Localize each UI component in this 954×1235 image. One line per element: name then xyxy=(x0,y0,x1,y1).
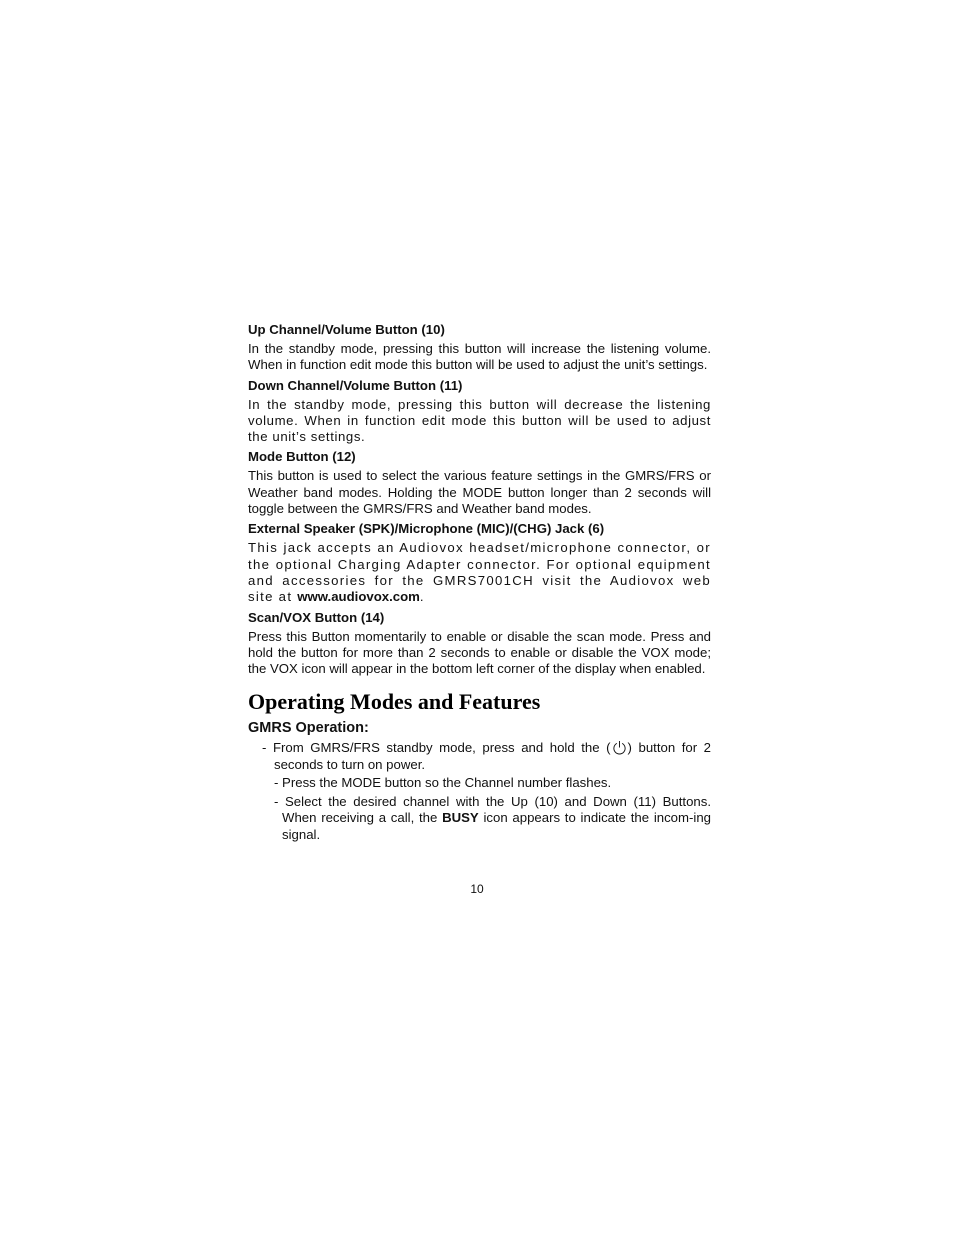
section-heading: Scan/VOX Button (14) xyxy=(248,609,385,625)
section-heading: Up Channel/Volume Button (10) xyxy=(248,322,445,337)
bullet-item xyxy=(248,775,711,792)
bullet-text: - Press the MODE button so the Channel number flashes. xyxy=(274,775,612,791)
section-heading: Mode Button (12) xyxy=(248,449,356,465)
section-external-jack xyxy=(248,521,711,605)
manual-page xyxy=(248,322,711,845)
section-body-text: This jack accepts an Audiovox headset/microphone connector, or the optional Charging Adapter connector. For optional equipment and accessories for the GMRS7001CH visit the Audiovox web site at xyxy=(248,540,711,605)
section-mode-button xyxy=(248,449,711,517)
section-scan-vox xyxy=(248,610,711,678)
section-body: In the standby mode, pressing this button will increase the listening volume. When in function edit mode this button will be used to adjust the unit’s settings. xyxy=(248,341,711,373)
section-body xyxy=(248,540,711,605)
section-up-channel xyxy=(248,322,711,374)
section-body: This button is used to select the various feature settings in the GMRS/FRS or Weather band modes. Holding the MODE button longer than 2 seconds will toggle between the GMRS/FRS and Weather band modes. xyxy=(248,468,711,517)
gmrs-operation-subtitle: GMRS Operation: xyxy=(248,720,369,737)
section-heading: External Speaker (SPK)/Microphone (MIC)/(CHG) Jack (6) xyxy=(248,521,605,537)
operating-modes-title: Operating Modes and Features xyxy=(248,689,541,715)
bullet-text: - Select the desired channel with the Up (10) and Down (11) Buttons. When receiving a call, the xyxy=(274,793,711,826)
power-icon xyxy=(612,740,627,755)
bullet-text-end: icon appears to indicate the incom-ing signal. xyxy=(282,810,711,842)
page-number: 10 xyxy=(470,882,484,896)
section-down-channel xyxy=(248,378,711,446)
bullet-text-end: ) button for 2 seconds to turn on power. xyxy=(274,740,712,772)
bullet-item xyxy=(248,794,711,844)
section-body: In the standby mode, pressing this button will decrease the listening volume. When in function edit mode this button will be used to adjust the unit’s settings. xyxy=(248,396,711,445)
section-body: Press this Button momentarily to enable or disable the scan mode. Press and hold the button for more than 2 seconds to enable or disable the VOX mode; the VOX icon will appear in the bottom left corner of the display when enabled. xyxy=(248,628,711,677)
section-heading: Down Channel/Volume Button (11) xyxy=(248,377,463,393)
bullet-item xyxy=(248,740,711,773)
website-link[interactable]: www.audiovox.com xyxy=(297,589,420,605)
section-body-end: . xyxy=(419,589,425,605)
busy-label: BUSY xyxy=(442,810,479,826)
bullet-text: - From GMRS/FRS standby mode, press and hold the ( xyxy=(262,740,611,756)
